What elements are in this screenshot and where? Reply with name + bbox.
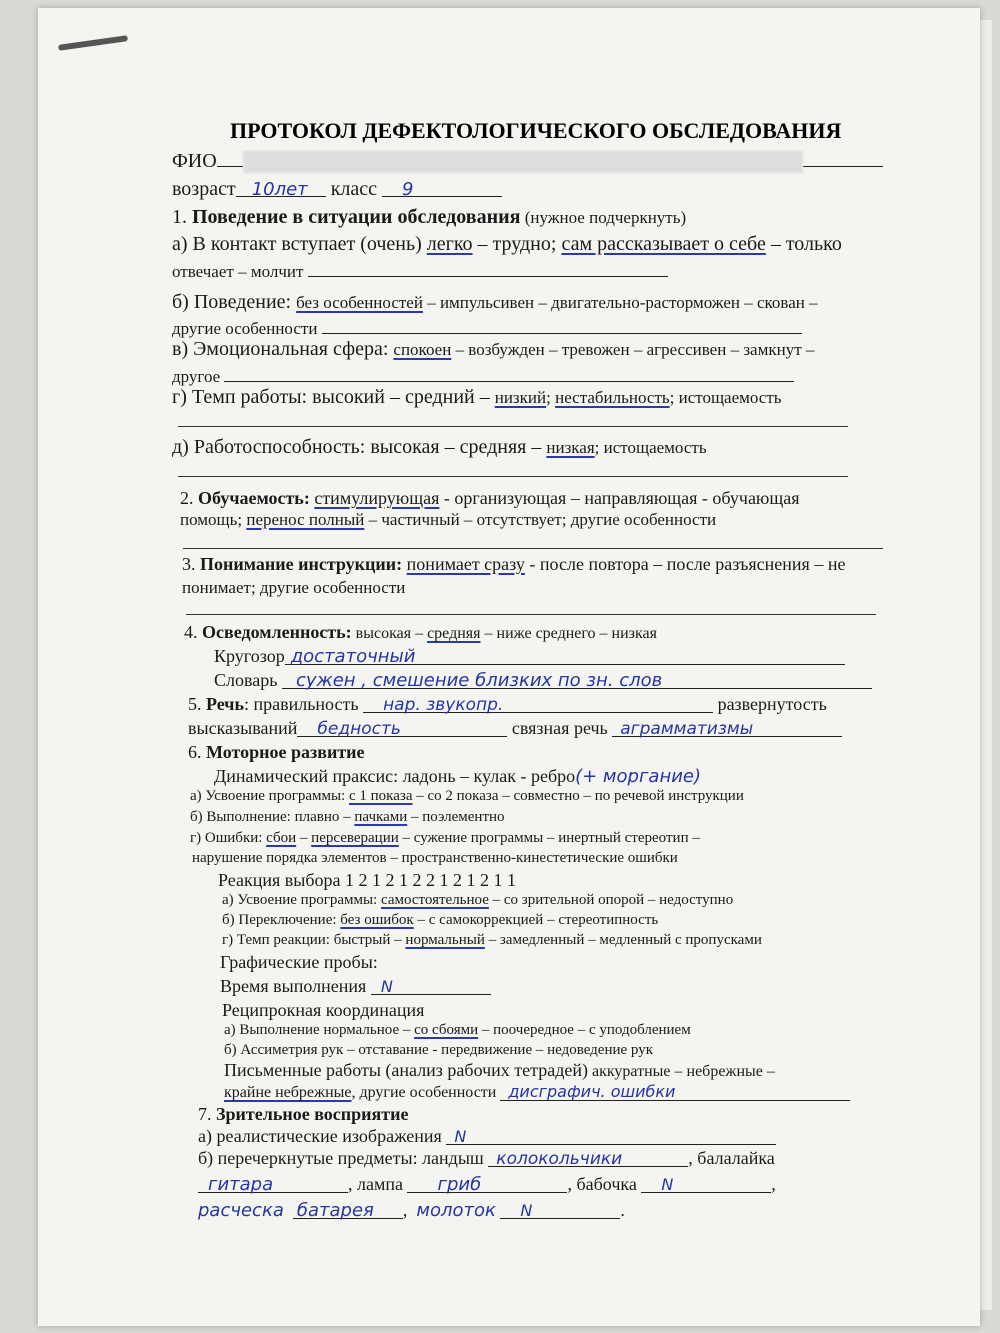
- written-works-line: Письменные работы (анализ рабочих тетрадей) аккуратные – небрежные –: [224, 1060, 775, 1080]
- reaction-choice-line: Реакция выбора 1 2 1 2 1 2 2 1 2 1 2 1 1: [218, 870, 517, 890]
- item-molotok: молоток: [416, 1200, 496, 1221]
- s1-b-cont: другие особенности: [172, 315, 802, 339]
- s7-b-line: б) перечеркнутые предметы: ландыш колокольчики , балалайка: [198, 1148, 775, 1169]
- svyaznaya-rech-value: аграмматизмы: [620, 719, 754, 739]
- section-5-cont: высказываний бедность связная речь аграмматизмы: [188, 718, 842, 739]
- section-6-heading: 6. Моторное развитие: [188, 742, 365, 762]
- age-line: [172, 178, 502, 201]
- s7-a-line: а) реалистические изображения N: [198, 1126, 776, 1147]
- rk-b-line: б) Ассиметрия рук – отставание - передвижение – недоведение рук: [224, 1042, 654, 1058]
- redacted-name: [243, 151, 803, 173]
- class-value: 9: [402, 179, 414, 200]
- s1-d-line: д) Работоспособность: высокая – средняя – низкая; истощаемость: [172, 436, 707, 458]
- s6-g-line: г) Ошибки: сбои – персеверации – сужение программы – инертный стереотип –: [190, 830, 700, 846]
- rv-g-line: г) Темп реакции: быстрый – нормальный – замедленный – медленный с пропусками: [222, 932, 762, 948]
- age-value: 10лет: [251, 179, 308, 200]
- written-works-cont: крайне небрежные, другие особенности дисграфич. ошибки: [224, 1082, 850, 1102]
- s1-g-line: г) Темп работы: высокий – средний – низкий; нестабильность; истощаемость: [172, 386, 782, 408]
- section-1-heading: 1. Поведение в ситуации обследования (нужное подчеркнуть): [172, 206, 687, 228]
- graphic-tests: Графические пробы:: [220, 952, 378, 972]
- exec-time-line: Время выполнения N: [220, 976, 491, 997]
- section-5-line: 5. Речь: правильность нар. звукопр. развернутость: [188, 694, 827, 715]
- realistic-value: N: [454, 1127, 467, 1146]
- slovar-value: сужен , смешение близких по зн. слов: [295, 670, 663, 691]
- fio-line: [172, 148, 883, 173]
- landysh-value: колокольчики: [496, 1149, 623, 1169]
- lampa-value: гриб: [437, 1174, 482, 1195]
- class-label: класс: [330, 178, 378, 200]
- slovar-line: Словарь сужен , смешение близких по зн. слов: [214, 670, 872, 691]
- section-7-heading: 7. Зрительное восприятие: [198, 1104, 409, 1124]
- pravilnost-value: нар. звукопр.: [383, 695, 504, 715]
- exec-time-value: N: [380, 977, 393, 996]
- s1-v-cont: другое: [172, 363, 794, 387]
- s1-v-line: в) Эмоциональная сфера: спокоен – возбужден – тревожен – агрессивен – замкнут –: [172, 338, 815, 360]
- s6-a-line: а) Усвоение программы: с 1 показа – со 2 показа – совместно – по речевой инструкции: [190, 788, 744, 804]
- section-3-cont: понимает; другие особенности: [182, 578, 406, 597]
- item-batareya: батарея: [296, 1200, 374, 1221]
- fio-label: ФИО: [172, 150, 217, 172]
- section-2-cont: помощь; перенос полный – частичный – отсутствует; другие особенности: [180, 510, 717, 529]
- section-2-line: 2. Обучаемость: стимулирующая - организующая – направляющая - обучающая: [180, 488, 800, 508]
- s1-a-cont: отвечает – молчит: [172, 258, 668, 282]
- s7-c-line: расческа батарея , молоток N .: [198, 1200, 625, 1221]
- rv-a-line: а) Усвоение программы: самостоятельное – со зрительной опорой – недоступно: [222, 892, 734, 908]
- age-label: возраст: [172, 178, 236, 200]
- section-3-line: 3. Понимание инструкции: понимает сразу - после повтора – после разъяснения – не: [182, 554, 846, 574]
- section-4-line: 4. Осведомленность: высокая – средняя – ниже среднего – низкая: [184, 622, 657, 642]
- balalaika-value: гитара: [208, 1174, 274, 1195]
- krugozor-value: достаточный: [290, 646, 416, 667]
- item-rascheska: расческа: [198, 1200, 284, 1221]
- s6-b-line: б) Выполнение: плавно – пачками – поэлементно: [190, 809, 505, 825]
- babochka-value: N: [661, 1175, 674, 1194]
- vyskazyvaniya-value: бедность: [317, 719, 401, 739]
- rk-a-line: а) Выполнение нормальное – со сбоями – поочередное – с уподоблением: [224, 1022, 691, 1038]
- document-page: [38, 8, 980, 1326]
- molotok-value: N: [520, 1201, 533, 1220]
- written-works-value: дисграфич. ошибки: [508, 1082, 676, 1101]
- s1-a-line: а) В контакт вступает (очень) легко – трудно; сам рассказывает о себе – только: [172, 233, 842, 255]
- rv-b-line: б) Переключение: без ошибок – с самокоррекцией – стереотипность: [222, 912, 659, 928]
- document-title: ПРОТОКОЛ ДЕФЕКТОЛОГИЧЕСКОГО ОБСЛЕДОВАНИЯ: [230, 118, 842, 143]
- s1-b-line: б) Поведение: без особенностей – импульсивен – двигательно-расторможен – скован –: [172, 291, 818, 313]
- s6-g-cont: нарушение порядка элементов – пространственно-кинестетические ошибки: [192, 850, 678, 866]
- dyn-praxis-line: Динамический праксис: ладонь – кулак - ребро(+ моргание): [214, 766, 702, 787]
- s7-b-cont: гитара , лампа гриб , бабочка N ,: [198, 1174, 776, 1195]
- dyn-praxis-note: (+ моргание): [575, 766, 702, 787]
- kругozor-line: Кругозор достаточный: [214, 646, 845, 667]
- reciprocal-heading: Реципрокная координация: [222, 1000, 425, 1020]
